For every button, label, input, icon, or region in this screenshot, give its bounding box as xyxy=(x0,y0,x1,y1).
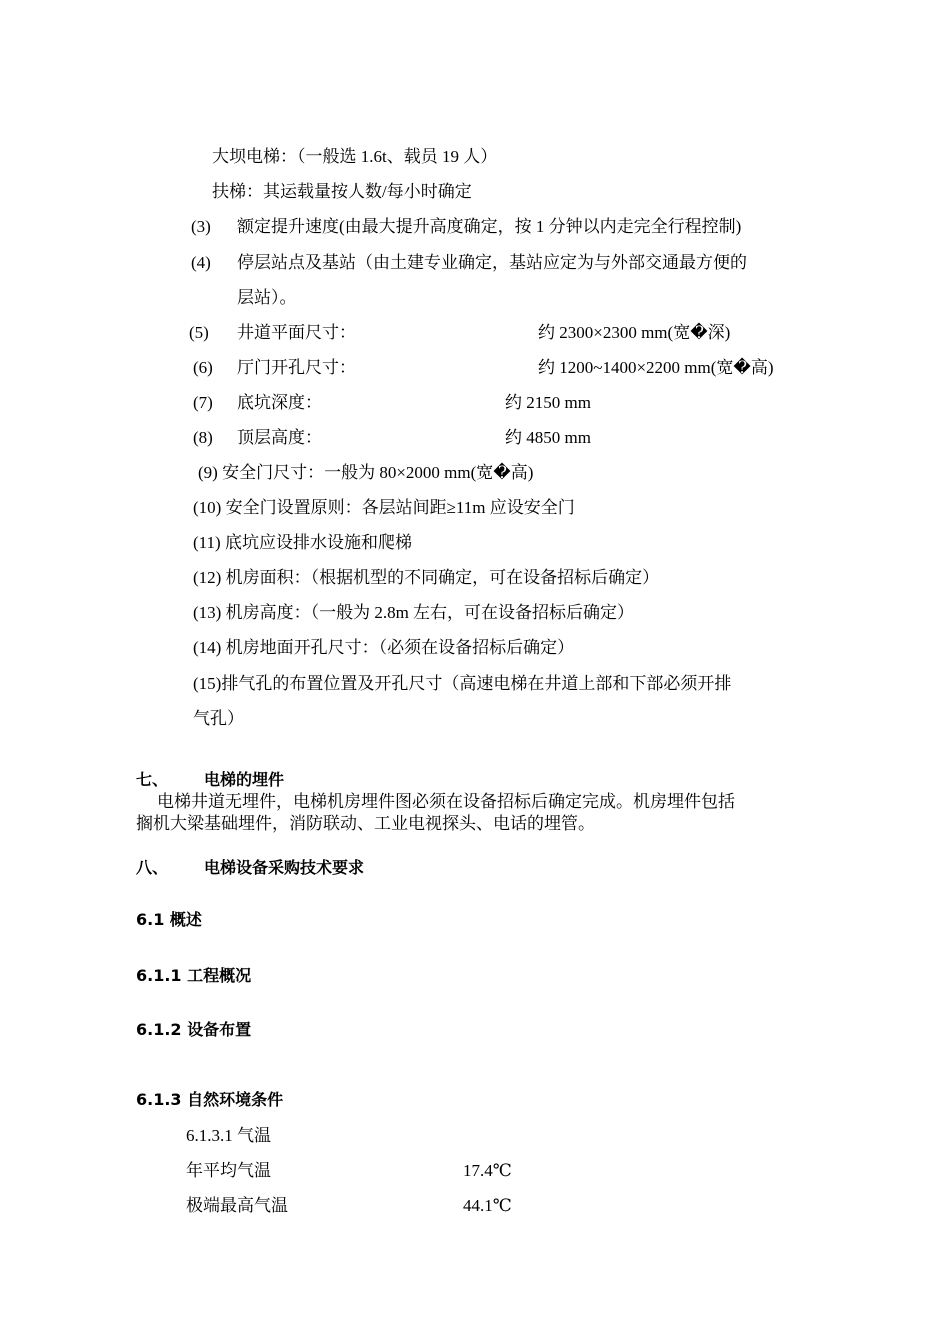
climate-row-2-label: 极端最高气温 xyxy=(186,1196,288,1215)
list-item-11: (11) 底坑应设排水设施和爬梯 xyxy=(193,533,412,552)
heading-6-1-2: 6.1.2 设备布置 xyxy=(136,1020,252,1039)
section-7-paragraph-line-2: 搁机大梁基础埋件，消防联动、工业电视探头、电话的埋管。 xyxy=(136,814,595,833)
list-item-9: (9) 安全门尺寸：一般为 80×2000 mm(宽�高) xyxy=(198,463,534,482)
list-item-12: (12) 机房面积：（根据机型的不同确定，可在设备招标后确定） xyxy=(193,568,660,587)
list-item-5-number: (5) xyxy=(189,323,209,342)
section-7-number: 七、 xyxy=(136,770,169,789)
list-item-3-text: 额定提升速度(由最大提升高度确定，按 1 分钟以内走完全行程控制) xyxy=(237,217,742,236)
climate-row-1-label: 年平均气温 xyxy=(186,1161,271,1180)
section-7-title: 电梯的埋件 xyxy=(204,770,285,789)
list-item-7-label: 底坑深度： xyxy=(237,393,322,412)
section-8-title: 电梯设备采购技术要求 xyxy=(204,858,365,877)
list-item-7-value: 约 2150 mm xyxy=(505,393,591,412)
list-item-4-text: 停层站点及基站（由土建专业确定，基站应定为与外部交通最方便的 xyxy=(237,253,747,272)
heading-6-1-3: 6.1.3 自然环境条件 xyxy=(136,1090,284,1109)
list-item-4-continuation: 层站）。 xyxy=(237,288,297,307)
list-item-8-label: 顶层高度： xyxy=(237,428,322,447)
list-item-15-continuation: 气孔） xyxy=(193,709,244,728)
list-item-15: (15)排气孔的布置位置及开孔尺寸（高速电梯在井道上部和下部必须开排 xyxy=(193,674,732,693)
list-item-5-value: 约 2300×2300 mm(宽�深) xyxy=(538,323,731,342)
section-7-paragraph-line-1: 电梯井道无埋件，电梯机房埋件图必须在设备招标后确定完成。机房埋件包括 xyxy=(157,792,735,811)
list-item-13: (13) 机房高度：（一般为 2.8m 左右，可在设备招标后确定） xyxy=(193,603,635,622)
list-item-3-number: (3) xyxy=(191,217,211,236)
list-item-5-label: 井道平面尺寸： xyxy=(237,323,356,342)
list-line-escalator: 扶梯：其运载量按人数/每小时确定 xyxy=(212,182,472,201)
list-item-6-label: 厅门开孔尺寸： xyxy=(237,358,356,377)
list-item-10: (10) 安全门设置原则：各层站间距≥11m 应设安全门 xyxy=(193,498,575,517)
heading-6-1: 6.1 概述 xyxy=(136,910,202,929)
list-item-14: (14) 机房地面开孔尺寸：（必须在设备招标后确定） xyxy=(193,638,575,657)
heading-6-1-1: 6.1.1 工程概况 xyxy=(136,966,252,985)
list-item-6-value: 约 1200~1400×2200 mm(宽�高) xyxy=(538,358,774,377)
climate-row-2-value: 44.1℃ xyxy=(463,1196,512,1215)
list-item-7-number: (7) xyxy=(193,393,213,412)
climate-row-1-value: 17.4℃ xyxy=(463,1161,512,1180)
section-8-number: 八、 xyxy=(136,858,169,877)
list-line-dam-elevator: 大坝电梯：（一般选 1.6t、载员 19 人） xyxy=(212,147,498,166)
subheading-temperature: 6.1.3.1 气温 xyxy=(186,1126,271,1145)
list-item-6-number: (6) xyxy=(193,358,213,377)
list-item-8-value: 约 4850 mm xyxy=(505,428,591,447)
list-item-4-number: (4) xyxy=(191,253,211,272)
list-item-8-number: (8) xyxy=(193,428,213,447)
